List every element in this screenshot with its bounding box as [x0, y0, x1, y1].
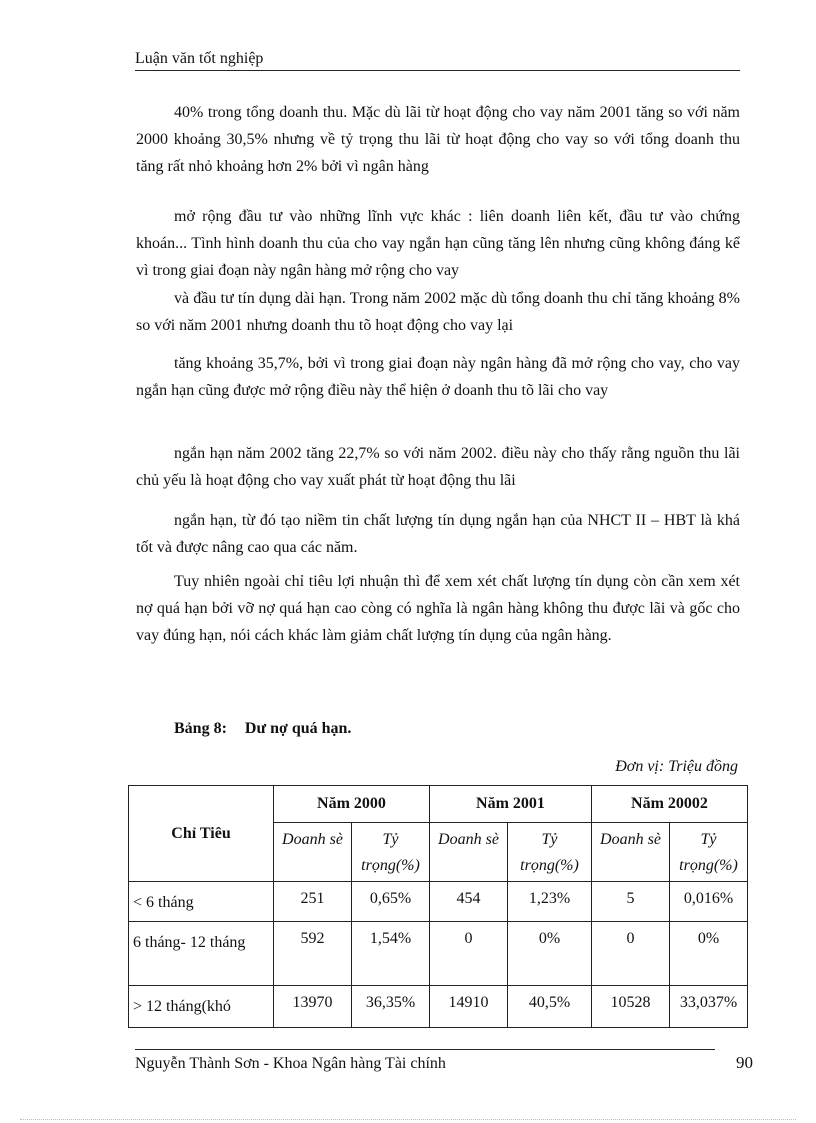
- paragraph-4: tăng khoảng 35,7%, bởi vì trong giai đoạn này ngân hàng đã mở rộng cho vay, cho vay ngắn hạn cũng được mở rộng điều này thể hiện ở doanh thu tõ lãi cho vay: [136, 355, 740, 399]
- paragraph-5: ngắn hạn năm 2002 tăng 22,7% so với năm 2002. điều này cho thấy rằng nguồn thu lãi chủ yếu là hoạt động cho vay xuất phát từ hoạt động thu lãi: [136, 445, 740, 489]
- paragraph-7: Tuy nhiên ngoài chỉ tiêu lợi nhuận thì để xem xét chất lượng tín dụng còn cần xem xét nợ quá hạn bởi vỡ nợ quá hạn cao còng có nghĩa là ngân hàng không thu được lãi và gốc cho vay đúng hạn, nói cách khác làm giảm chất lượng tín dụng của ngân hàng.: [136, 573, 740, 644]
- table-cell: 36,35%: [352, 986, 430, 1028]
- sub-header-doanh-so: Doanh sè: [430, 823, 508, 882]
- table-cell: 454: [430, 882, 508, 922]
- year-header-2000: Năm 2000: [274, 786, 430, 823]
- table-row: [129, 922, 748, 986]
- table-unit: Đơn vị: Triệu đồng: [615, 758, 738, 775]
- footer-author: Nguyễn Thành Sơn - Khoa Ngân hàng Tài chính: [135, 1055, 446, 1072]
- sub-header-ty-trong: Tỷ trọng(%): [508, 823, 592, 882]
- table-cell: 13970: [274, 986, 352, 1028]
- table-cell: 1,23%: [508, 882, 592, 922]
- table-caption-title: Dư nợ quá hạn.: [244, 720, 352, 737]
- col-header-chi-tieu: Chỉ Tiêu: [129, 786, 274, 882]
- year-header-2002: Năm 20002: [592, 786, 748, 823]
- sub-header-ty-trong: Tỷ trọng(%): [352, 823, 430, 882]
- table-cell: 0,65%: [352, 882, 430, 922]
- paragraph-6: ngắn hạn, từ đó tạo niềm tin chất lượng tín dụng ngắn hạn của NHCT II – HBT là khá tốt và được nâng cao qua các năm.: [136, 512, 740, 556]
- row-label: 6 tháng- 12 tháng: [129, 922, 274, 986]
- page-edge-divider: [20, 1119, 796, 1120]
- table-cell: 0%: [670, 922, 748, 986]
- table-cell: 0%: [508, 922, 592, 986]
- table-cell: 14910: [430, 986, 508, 1028]
- paragraph-2: mở rộng đầu tư vào những lĩnh vực khác : liên doanh liên kết, đầu tư vào chứng khoán... Tình hình doanh thu của cho vay ngắn hạn cũng tăng lên nhưng cũng không đáng kể vì trong giai đoạn này ngân hàng mở rộng cho vay: [136, 208, 740, 279]
- sub-header-doanh-so: Doanh sè: [592, 823, 670, 882]
- table-cell: 10528: [592, 986, 670, 1028]
- table-caption-label: Bảng 8:: [174, 720, 227, 737]
- table-cell: 0: [430, 922, 508, 986]
- table-cell: 0,016%: [670, 882, 748, 922]
- table-row: [129, 882, 748, 922]
- table-cell: 592: [274, 922, 352, 986]
- paragraph-1: 40% trong tổng doanh thu. Mặc dù lãi từ hoạt động cho vay năm 2001 tăng so với năm 2000 khoảng 30,5% nhưng về tỷ trọng thu lãi từ hoạt động cho vay so với tổng doanh thu tăng rất nhỏ khoảng hơn 2% bởi vì ngân hàng: [136, 104, 740, 175]
- table-cell: 5: [592, 882, 670, 922]
- table-row: [129, 986, 748, 1028]
- table-cell: 1,54%: [352, 922, 430, 986]
- overdue-debt-table: [128, 785, 748, 1028]
- table-cell: 40,5%: [508, 986, 592, 1028]
- paragraph-3: và đầu tư tín dụng dài hạn. Trong năm 2002 mặc dù tổng doanh thu chỉ tăng khoảng 8% so với năm 2001 nhưng doanh thu tõ hoạt động cho vay lại: [136, 290, 740, 334]
- row-label: < 6 tháng: [129, 882, 274, 922]
- table-cell: 33,037%: [670, 986, 748, 1028]
- year-header-2001: Năm 2001: [430, 786, 592, 823]
- sub-header-ty-trong: Tỷ trọng(%): [670, 823, 748, 882]
- row-label: > 12 tháng(khó: [129, 986, 274, 1028]
- table-caption: [174, 720, 365, 738]
- page-number: 90: [736, 1053, 753, 1072]
- table-cell: 251: [274, 882, 352, 922]
- page-header: Luận văn tốt nghiệp: [135, 50, 740, 71]
- sub-header-doanh-so: Doanh sè: [274, 823, 352, 882]
- table-cell: 0: [592, 922, 670, 986]
- footer-divider: [135, 1049, 715, 1050]
